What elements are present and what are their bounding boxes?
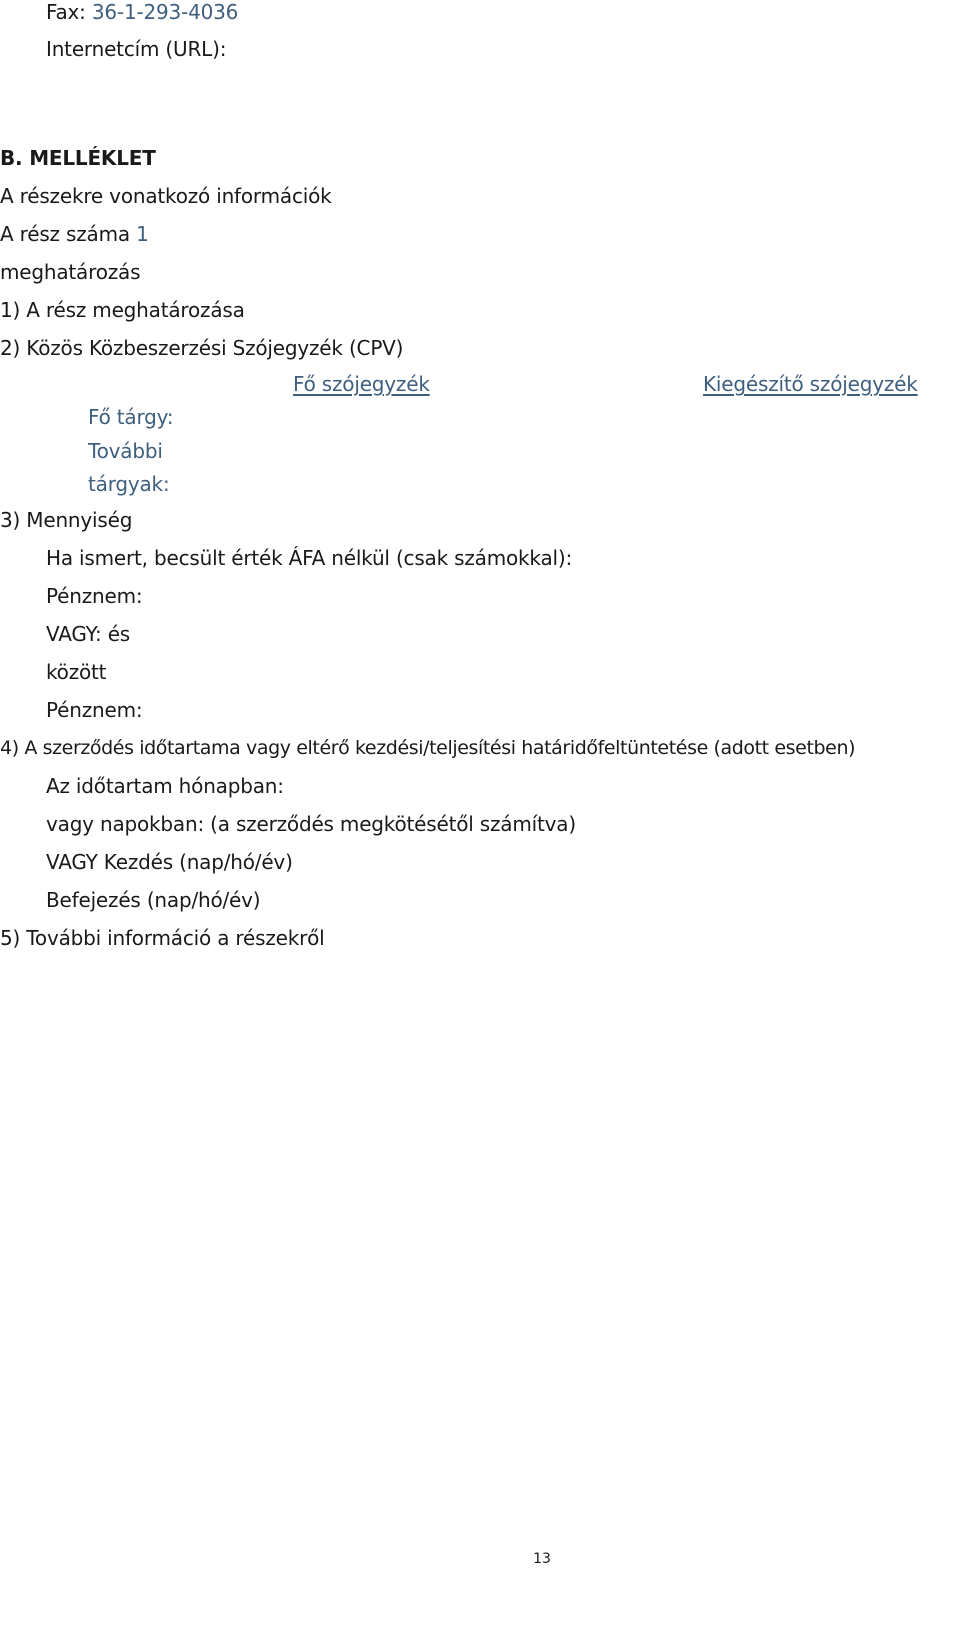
or-and-label: VAGY: és (46, 622, 131, 646)
cpv-main-header[interactable]: Fő szójegyzék (293, 372, 430, 396)
additional-objects-label-2: tárgyak: (88, 472, 170, 496)
end-date-label: Befejezés (nap/hó/év) (46, 888, 261, 912)
page-number: 13 (533, 1551, 551, 1567)
estimated-value-label: Ha ismert, becsült érték ÁFA nélkül (csak számokkal): (46, 546, 573, 570)
definition-label: meghatározás (0, 260, 141, 284)
item-3: 3) Mennyiség (0, 508, 133, 532)
duration-days-label: vagy napokban: (a szerződés megkötésétől számítva) (46, 812, 576, 836)
fax-label: Fax: (46, 0, 86, 24)
annex-title: B. MELLÉKLET (0, 146, 156, 170)
fax-value: 36-1-293-4036 (91, 0, 239, 24)
part-number-value: 1 (136, 222, 149, 246)
fax-line (46, 0, 238, 24)
item-4: 4) A szerződés időtartama vagy eltérő kezdési/teljesítési határidőfeltüntetése (adott esetben) (0, 737, 856, 759)
currency-label-1: Pénznem: (46, 584, 143, 608)
item-1: 1) A rész meghatározása (0, 298, 245, 322)
annex-subtitle: A részekre vonatkozó információk (0, 184, 332, 208)
main-object-label: Fő tárgy: (88, 405, 174, 429)
duration-months-label: Az időtartam hónapban: (46, 774, 284, 798)
item-2: 2) Közös Közbeszerzési Szójegyzék (CPV) (0, 336, 404, 360)
item-5: 5) További információ a részekről (0, 926, 325, 950)
additional-objects-label-1: További (88, 439, 163, 463)
between-label: között (46, 660, 107, 684)
start-date-label: VAGY Kezdés (nap/hó/év) (46, 850, 293, 874)
part-number-line (0, 222, 149, 246)
cpv-supplementary-header[interactable]: Kiegészítő szójegyzék (703, 372, 918, 396)
currency-label-2: Pénznem: (46, 698, 143, 722)
url-label: Internetcím (URL): (46, 37, 227, 61)
part-number-label: A rész száma (0, 222, 130, 246)
